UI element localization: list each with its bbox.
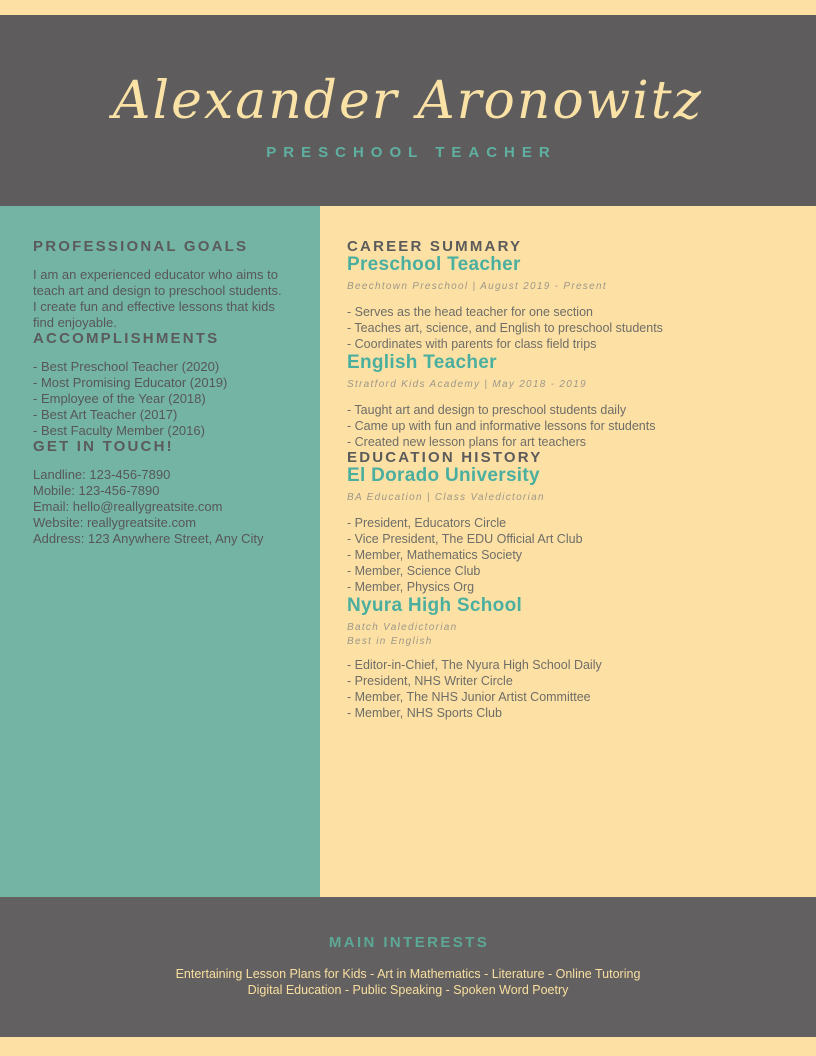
- bullet-item: - Vice President, The EDU Official Art Club: [347, 532, 583, 546]
- interests-list: [0, 966, 816, 998]
- accomplishment-item: - Most Promising Educator (2019): [33, 375, 228, 390]
- bullet-item: - Member, NHS Sports Club: [347, 706, 502, 720]
- sidebar: [0, 206, 320, 897]
- education-history-heading: EDUCATION HISTORY: [347, 449, 543, 466]
- bullet-item: - Came up with fun and informative lessons for students: [347, 419, 656, 433]
- entry-meta: Beechtown Preschool | August 2019 - Present: [347, 281, 607, 292]
- bullet-item: - Serves as the head teacher for one section: [347, 305, 593, 319]
- bullet-item: - Member, Mathematics Society: [347, 548, 523, 562]
- main-interests-heading: MAIN INTERESTS: [328, 934, 490, 951]
- bullet-item: - Editor-in-Chief, The Nyura High School Daily: [347, 658, 602, 672]
- section-accomplishments: [33, 331, 286, 439]
- entry-bullets: [347, 304, 788, 352]
- bullet-item: - Member, Science Club: [347, 564, 481, 578]
- interests-line: Digital Education - Public Speaking - Spoken Word Poetry: [247, 983, 569, 997]
- education-entry: [347, 465, 788, 595]
- contact-heading: GET IN TOUCH!: [33, 438, 174, 455]
- section-professional-goals: [33, 239, 286, 331]
- section-education-history: [347, 450, 788, 721]
- entry-meta-line: Batch Valedictorian: [347, 622, 458, 633]
- professional-goals-text: I am an experienced educator who aims to teach art and design to preschool students. I create fun and effective lessons that kids find enjoyable.: [33, 267, 282, 330]
- accomplishment-item: - Employee of the Year (2018): [33, 391, 206, 406]
- contact-landline: Landline: 123-456-7890: [33, 467, 171, 482]
- bullet-item: - Member, Physics Org: [347, 580, 475, 594]
- bullet-item: - Teaches art, science, and English to preschool students: [347, 321, 663, 335]
- professional-goals-heading: PROFESSIONAL GOALS: [33, 238, 249, 255]
- entry-bullets: [347, 657, 788, 721]
- bullet-item: - Coordinates with parents for class field trips: [347, 337, 597, 351]
- accomplishments-heading: ACCOMPLISHMENTS: [33, 330, 220, 347]
- section-career-summary: [347, 239, 788, 450]
- bullet-item: - Member, The NHS Junior Artist Committee: [347, 690, 591, 704]
- entry-title: Nyura High School: [347, 595, 523, 616]
- entry-bullets: [347, 402, 788, 450]
- person-job-title: PRESCHOOL TEACHER: [266, 144, 557, 161]
- accomplishment-item: - Best Faculty Member (2016): [33, 423, 205, 438]
- contact-website: Website: reallygreatsite.com: [33, 515, 197, 530]
- bullet-item: - President, NHS Writer Circle: [347, 674, 513, 688]
- main-column: [320, 206, 816, 897]
- person-name: Alexander Aronowitz: [112, 71, 704, 131]
- interests-line: Entertaining Lesson Plans for Kids - Art in Mathematics - Literature - Online Tutoring: [175, 967, 641, 981]
- top-accent-strip: [0, 0, 816, 15]
- career-entry: [347, 254, 788, 352]
- entry-meta-line: Best in English: [347, 636, 433, 647]
- bottom-accent-strip: [0, 1037, 816, 1056]
- entry-meta: Stratford Kids Academy | May 2018 - 2019: [347, 379, 587, 390]
- contact-mobile: Mobile: 123-456-7890: [33, 483, 160, 498]
- contact-email: Email: hello@reallygreatsite.com: [33, 499, 223, 514]
- accomplishment-item: - Best Preschool Teacher (2020): [33, 359, 220, 374]
- footer-banner: [0, 897, 816, 1037]
- education-entry: [347, 595, 788, 721]
- bullet-item: - Taught art and design to preschool students daily: [347, 403, 627, 417]
- entry-title: El Dorado University: [347, 465, 540, 486]
- contact-address: Address: 123 Anywhere Street, Any City: [33, 531, 264, 546]
- contact-list: [33, 467, 286, 547]
- accomplishments-list: [33, 359, 286, 439]
- bullet-item: - President, Educators Circle: [347, 516, 507, 530]
- section-contact: [33, 439, 286, 547]
- career-summary-heading: CAREER SUMMARY: [347, 238, 523, 255]
- entry-meta: BA Education | Class Valedictorian: [347, 492, 545, 503]
- bullet-item: - Created new lesson plans for art teachers: [347, 435, 587, 449]
- entry-title: English Teacher: [347, 352, 497, 373]
- content-columns: [0, 206, 816, 897]
- entry-meta: [347, 621, 788, 649]
- accomplishment-item: - Best Art Teacher (2017): [33, 407, 178, 422]
- entry-title: Preschool Teacher: [347, 254, 521, 275]
- header-banner: [0, 15, 816, 206]
- career-entry: [347, 352, 788, 450]
- entry-bullets: [347, 515, 788, 595]
